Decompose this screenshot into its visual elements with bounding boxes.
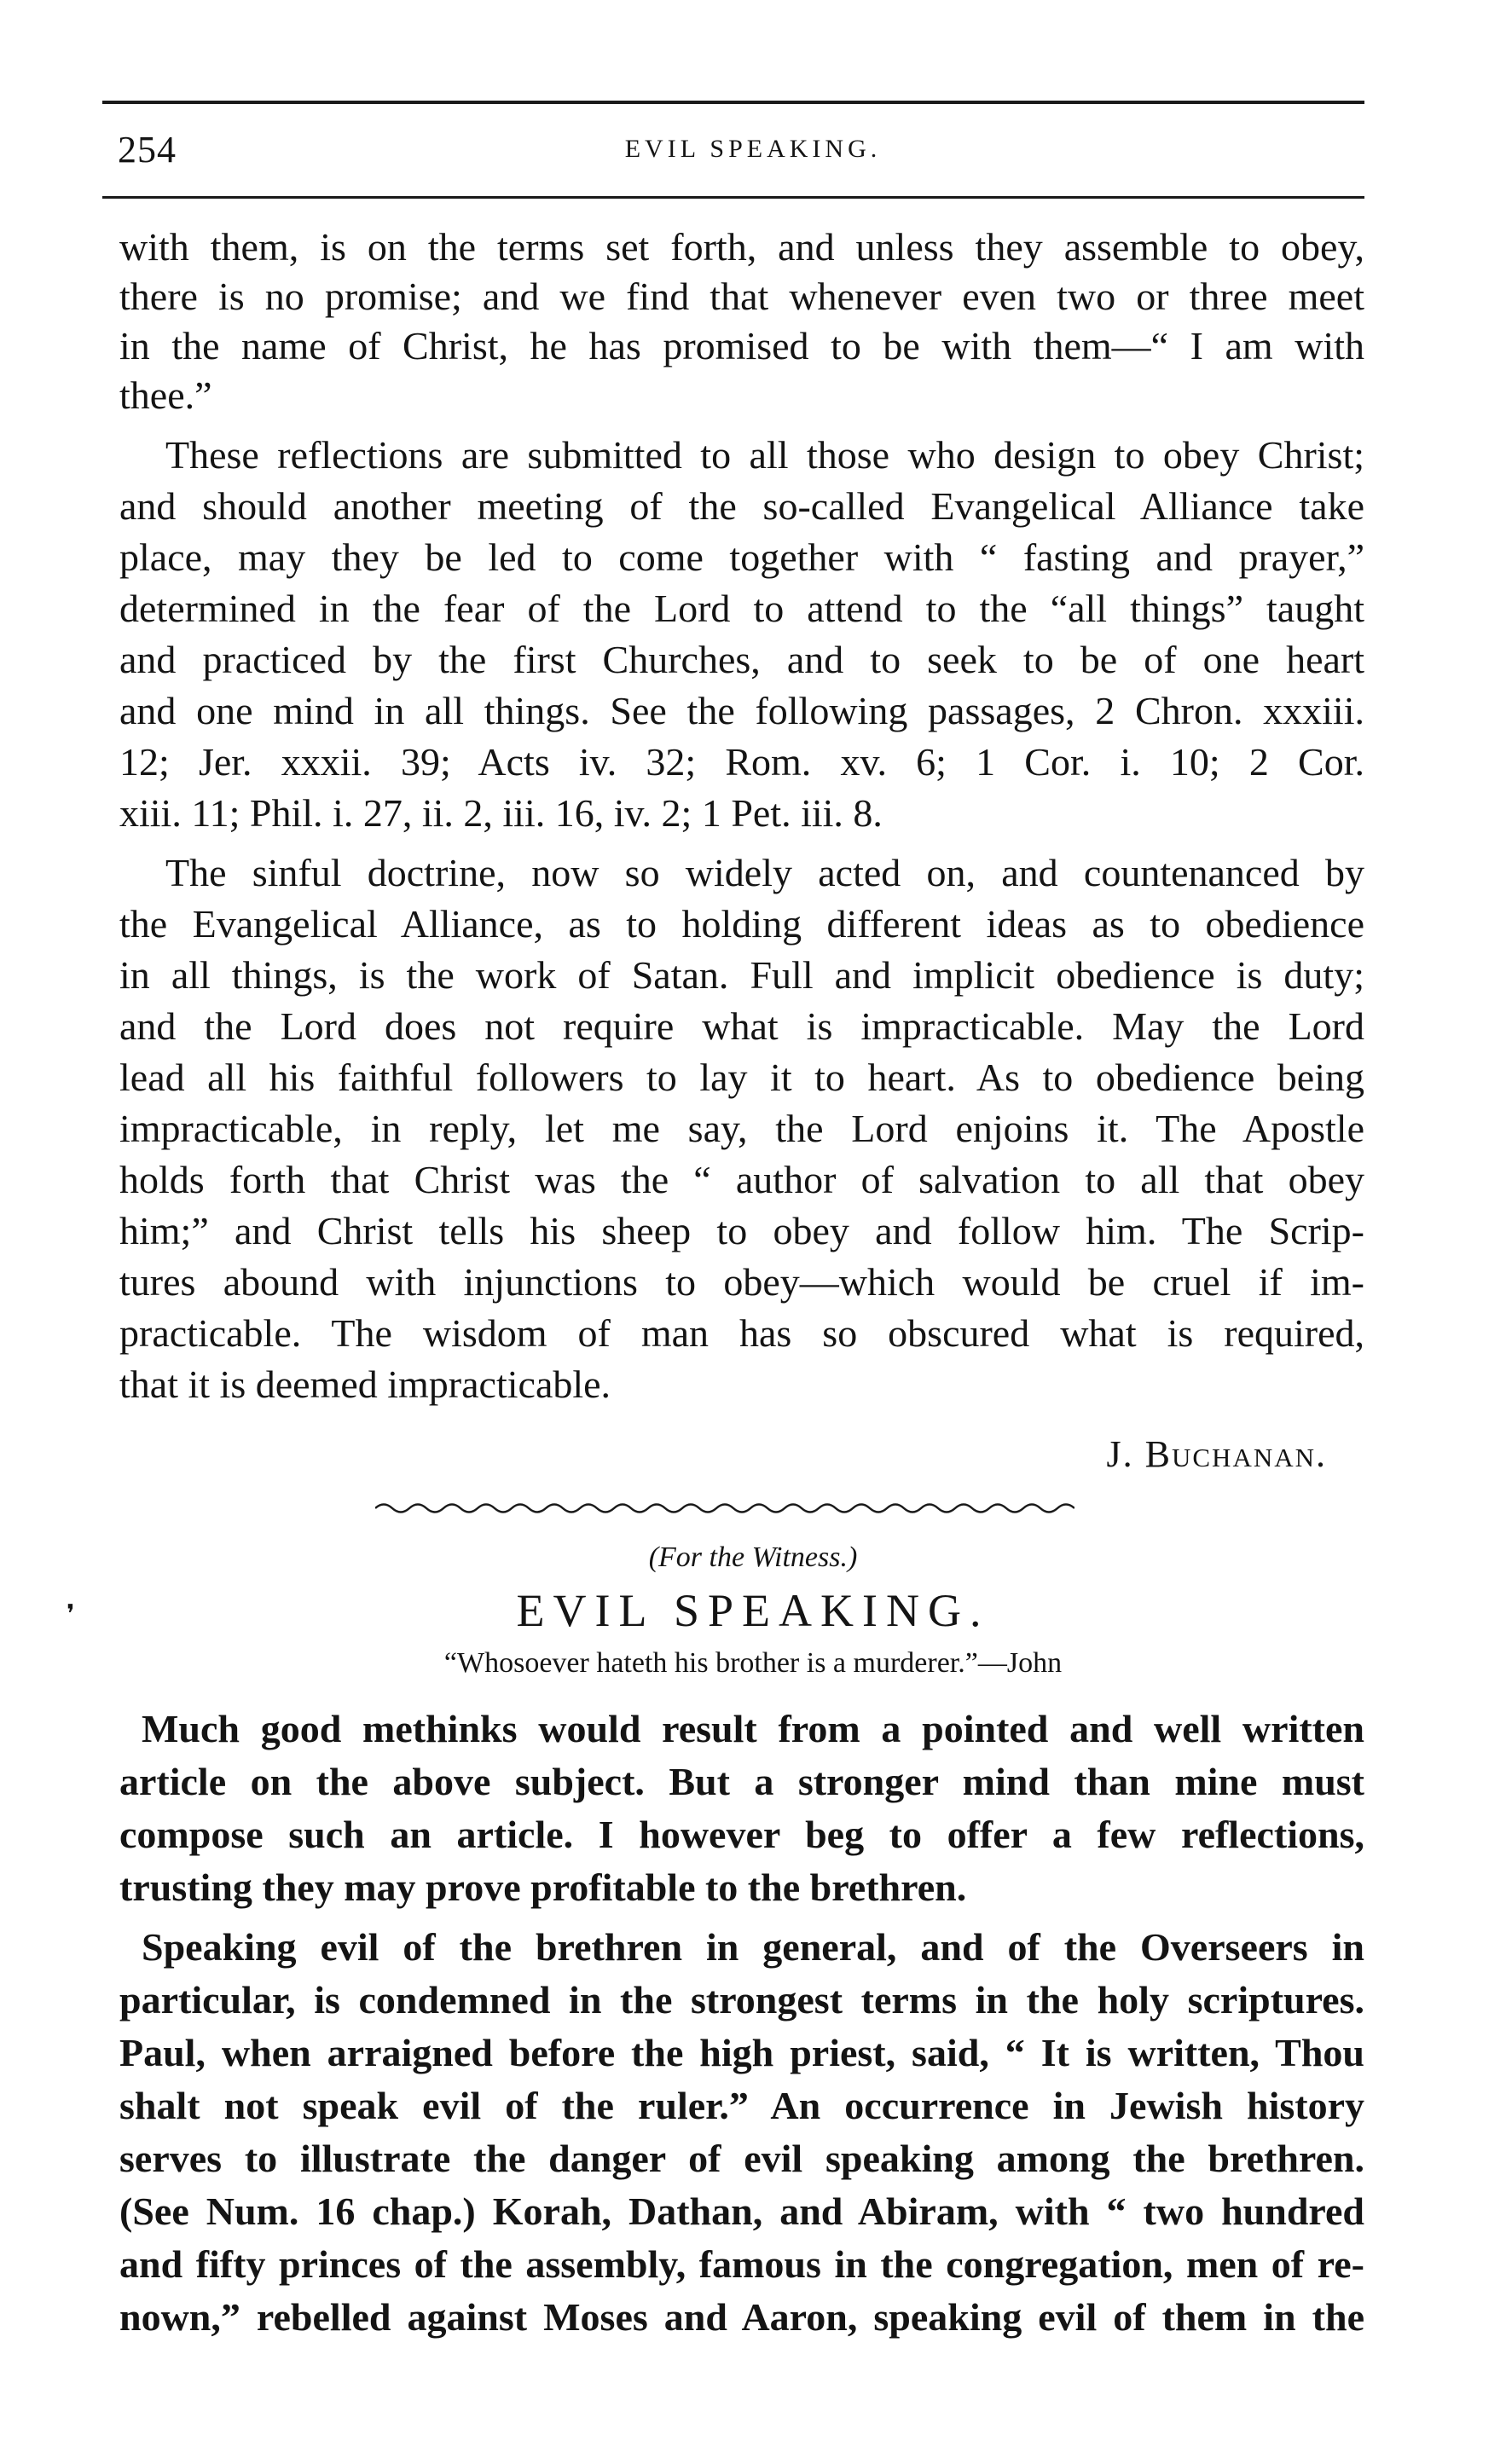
wavy-divider xyxy=(375,1499,1074,1518)
second-article-line: and fifty princes of the assembly, famous in the congregation, men of re- xyxy=(119,2242,1364,2286)
first-article-line: with them, is on the terms set forth, and unless they assemble to obey, xyxy=(119,225,1364,269)
first-article-line: The sinful doctrine, now so widely acted on, and countenanced by xyxy=(165,851,1364,894)
second-article-line: compose such an article. I however beg to offer a few reflections, xyxy=(119,1813,1364,1856)
second-article-line: trusting they may prove profitable to the brethren. xyxy=(119,1865,967,1909)
first-article-line: there is no promise; and we find that whenever even two or three meet xyxy=(119,275,1364,318)
first-article-line: him;” and Christ tells his sheep to obey and follow him. The Scrip- xyxy=(119,1209,1364,1252)
first-article-line: and one mind in all things. See the following passages, 2 Chron. xxxiii. xyxy=(119,689,1364,732)
header-rule xyxy=(102,196,1364,199)
first-article-line: lead all his faithful followers to lay it to heart. As to obedience being xyxy=(119,1056,1364,1099)
second-article-line: Paul, when arraigned before the high priest, said, “ It is written, Thou xyxy=(119,2031,1364,2074)
article-title: EVIL SPEAKING. xyxy=(516,1585,990,1636)
first-article-line: xiii. 11; Phil. i. 27, ii. 2, iii. 16, iv. 2; 1 Pet. iii. 8. xyxy=(119,791,883,835)
first-article-line: and should another meeting of the so-called Evangelical Alliance take xyxy=(119,484,1364,528)
second-article-line: Speaking evil of the brethren in general, and of the Overseers in xyxy=(142,1925,1364,1969)
first-article-line: tures abound with injunctions to obey—which would be cruel if im- xyxy=(119,1260,1364,1304)
first-article-line: holds forth that Christ was the “ author of salvation to all that obey xyxy=(119,1158,1364,1201)
epigraph: “Whosoever hateth his brother is a murderer.”—John xyxy=(443,1647,1063,1679)
first-article-line: 12; Jer. xxxii. 39; Acts iv. 32; Rom. xv. 6; 1 Cor. i. 10; 2 Cor. xyxy=(119,740,1364,784)
top-rule xyxy=(102,101,1364,104)
second-article-line: article on the above subject. But a stronger mind than mine must xyxy=(119,1760,1364,1803)
first-article-line: and practiced by the first Churches, and to seek to be of one heart xyxy=(119,638,1364,681)
first-article-line: in all things, is the work of Satan. Full and implicit obedience is duty; xyxy=(119,953,1364,997)
first-article-line: place, may they be led to come together with “ fasting and prayer,” xyxy=(119,535,1364,579)
running-head: EVIL SPEAKING. xyxy=(624,135,882,163)
second-article-line: nown,” rebelled against Moses and Aaron, speaking evil of them in the xyxy=(119,2295,1364,2339)
second-article-line: (See Num. 16 chap.) Korah, Dathan, and Abiram, with “ two hundred xyxy=(119,2189,1364,2233)
first-article-line: that it is deemed impracticable. xyxy=(119,1362,611,1406)
second-article-line: particular, is condemned in the strongest terms in the holy scriptures. xyxy=(119,1978,1364,2022)
first-article-line: These reflections are submitted to all those who design to obey Christ; xyxy=(165,433,1364,477)
first-article-line: thee.” xyxy=(119,373,212,417)
first-article-line: practicable. The wisdom of man has so obscured what is required, xyxy=(119,1311,1364,1355)
first-article-line: and the Lord does not require what is impracticable. May the Lord xyxy=(119,1004,1364,1048)
first-article-line: impracticable, in reply, let me say, the Lord enjoins it. The Apostle xyxy=(119,1107,1364,1150)
second-article-line: Much good methinks would result from a pointed and well written xyxy=(142,1707,1364,1750)
second-article-line: serves to illustrate the danger of evil speaking among the brethren. xyxy=(119,2137,1364,2180)
second-article-line: shalt not speak evil of the ruler.” An occurrence in Jewish history xyxy=(119,2084,1364,2127)
signature: J. Buchanan. xyxy=(1106,1433,1327,1475)
first-article-line: the Evangelical Alliance, as to holding different ideas as to obedience xyxy=(119,902,1364,946)
margin-mark: ❜ xyxy=(67,1600,75,1628)
first-article-line: in the name of Christ, he has promised to be with them—“ I am with xyxy=(119,324,1364,367)
page-number: 254 xyxy=(118,129,177,171)
source-note: (For the Witness.) xyxy=(648,1541,858,1573)
first-article-line: determined in the fear of the Lord to attend to the “all things” taught xyxy=(119,587,1364,630)
